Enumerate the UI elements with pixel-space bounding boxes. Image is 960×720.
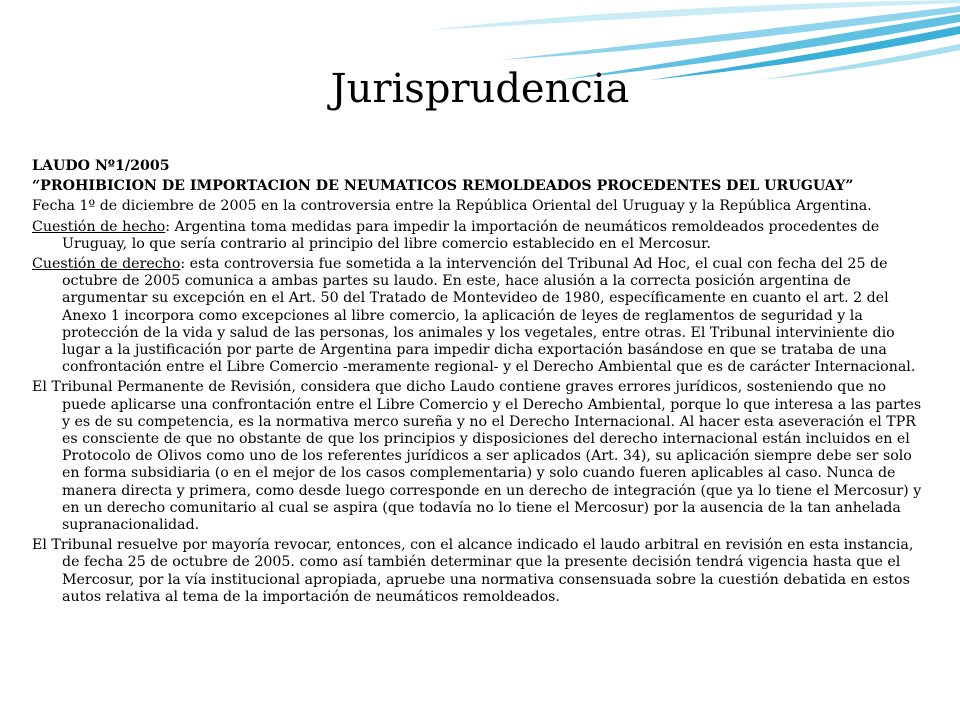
hecho-text: : Argentina toma medidas para impedir la importación de neumáticos remoldeados procedentes de Uruguay, lo que sería contrario al principio del libre comercio establecido en el Mercosur. bbox=[62, 218, 880, 252]
slide-title: Jurisprudencia bbox=[330, 66, 630, 112]
laudo-heading: LAUDO Nº1/2005 bbox=[32, 158, 170, 174]
hecho-label: Cuestión de hecho bbox=[32, 218, 166, 235]
derecho-label: Cuestión de derecho bbox=[32, 256, 181, 273]
hecho-paragraph bbox=[32, 219, 928, 253]
laudo-subtitle: “PROHIBICION DE IMPORTACION DE NEUMATICOS REMOLDEADOS PROCEDENTES DEL URUGUAY” bbox=[32, 178, 854, 195]
derecho-text: : esta controversia fue sometida a la intervención del Tribunal Ad Hoc, el cual con fecha del 25 de octubre de 2005 comunica a ambas partes su laudo. En este, hace alusión a la correcta posición argentina de argumentar su excepción en el Art. 50 del Tratado de Montevideo de 1980, específicamente en cuanto el art. 2 del Anexo 1 incorpora como excepciones al libre comercio, la aplicación de leyes de reglamentos de seguridad y la protección de la vida y salud de las personas, los animales y los vegetales, entre otras. El Tribunal interviniente dio lugar a la justificación por parte de Argentina para impedir dicha exportación basándose en que se trataba de una confrontación entre el Libre Comercio -meramente regional- y el Derecho Ambiental que es de carácter Internacional. bbox=[62, 256, 916, 376]
resolucion-paragraph: El Tribunal resuelve por mayoría revocar, entonces, con el alcance indicado el laudo arbitral en revisión en esta instancia, de fecha 25 de octubre de 2005. como así también determinar que la presente decisión tendrá vigencia hasta que el Mercosur, por la vía institucional apropiada, apruebe una normativa consensuada sobre la cuestión debatida en estos autos relativa al tema de la importación de neumáticos remoldeados. bbox=[32, 537, 914, 605]
fecha-paragraph: Fecha 1º de diciembre de 2005 en la controversia entre la República Oriental del Uruguay y la República Argentina. bbox=[32, 198, 872, 215]
tpr-paragraph: El Tribunal Permanente de Revisión, considera que dicho Laudo contiene graves errores jurídicos, sosteniendo que no puede aplicarse una confrontación entre el Libre Comercio y el Derecho Ambiental, porque lo que interesa a las partes y es de su competencia, es la normativa merco sureña y no el Derecho Internacional. Al hacer esta aseveración el TPR es consciente de que no obstante de que los principios y disposiciones del derecho internacional están incluidos en el Protocolo de Olivos como uno de los referentes jurídicos a ser aplicados (Art. 34), su aplicación siempre debe ser solo en forma subsidiaria (o en el mejor de los casos complementaria) y solo cuando fueren aplicables al caso. Nunca de manera directa y primera, como desde luego corresponde en un derecho de integración (que ya lo tiene el Mercosur) y en un derecho comunitario al cual se aspira (que todavía no lo tiene el Mercosur) por la ausencia de la tan anhelada supranacionalidad. bbox=[32, 379, 922, 534]
slide-body bbox=[32, 158, 928, 609]
derecho-paragraph bbox=[32, 256, 928, 376]
